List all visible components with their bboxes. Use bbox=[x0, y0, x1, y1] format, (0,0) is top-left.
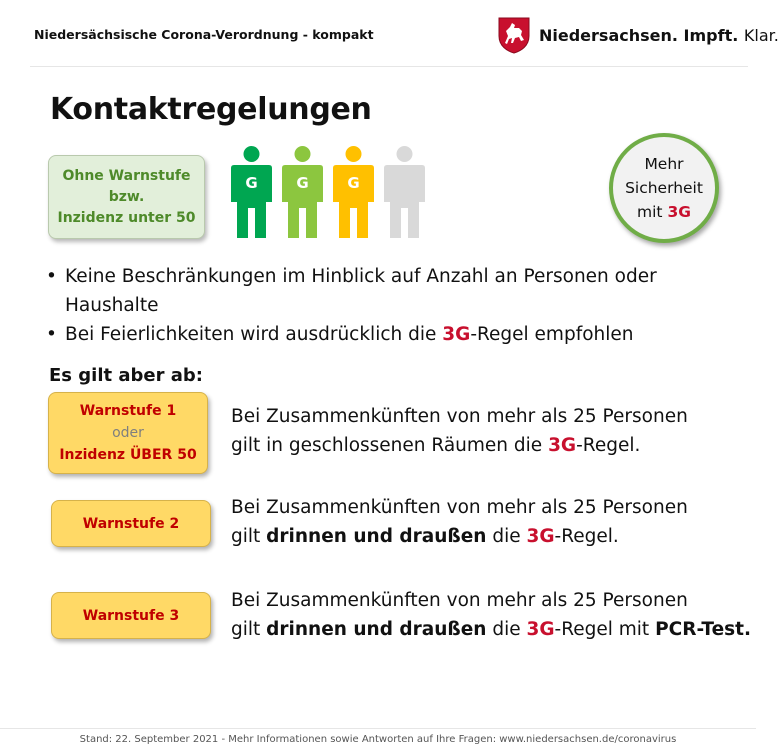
circle-line1: Mehr bbox=[644, 155, 684, 173]
rule2-bold: drinnen und draußen bbox=[266, 526, 487, 547]
bullet-list bbox=[46, 262, 746, 349]
rule3-bold2: PCR-Test. bbox=[655, 619, 752, 640]
rule3-bold: drinnen und draußen bbox=[266, 619, 487, 640]
stage1-line1: Warnstufe 1 bbox=[79, 403, 177, 419]
brand-thin: Klar. bbox=[743, 25, 779, 45]
footer-text: Stand: 22. September 2021 - Mehr Informationen sowie Antworten auf Ihre Fragen: www.niedersachsen.de/coronavirus bbox=[79, 734, 677, 745]
rule2-line1: Bei Zusammenkünften von mehr als 25 Personen bbox=[231, 497, 688, 518]
person-figures bbox=[228, 146, 428, 238]
rule-level-2 bbox=[231, 493, 688, 551]
rule3-prefix: gilt bbox=[231, 619, 267, 640]
person-icon bbox=[279, 146, 326, 238]
warning-level-1-box bbox=[48, 392, 208, 474]
bullet-item bbox=[46, 320, 746, 349]
rule-level-3 bbox=[231, 586, 751, 644]
stage1-line2: Inzidenz ÜBER 50 bbox=[59, 447, 197, 463]
figure-letter: G bbox=[296, 174, 309, 192]
header-title: Niedersächsische Corona-Verordnung - kompakt bbox=[34, 27, 374, 42]
footer-divider bbox=[0, 728, 756, 729]
no-warning-level-box bbox=[48, 155, 205, 239]
circle-line3 bbox=[637, 200, 691, 224]
rule2-mid: die bbox=[486, 526, 527, 547]
page-title: Kontaktregelungen bbox=[50, 92, 372, 127]
warning-level-3-box bbox=[51, 592, 211, 639]
niedersachsen-horse-crest-icon bbox=[497, 16, 531, 54]
person-icon bbox=[228, 146, 275, 238]
person-icon-grey bbox=[381, 146, 428, 238]
bullet-item bbox=[46, 262, 746, 320]
person-icon bbox=[330, 146, 377, 238]
person-icon-yellow bbox=[330, 146, 377, 238]
rule2-prefix: gilt bbox=[231, 526, 267, 547]
circle-3g-highlight: 3G bbox=[667, 203, 691, 221]
rule-level-1 bbox=[231, 402, 688, 460]
circle-line3-prefix: mit bbox=[637, 203, 668, 221]
stage3-label: Warnstufe 3 bbox=[82, 607, 180, 624]
brand-text bbox=[539, 26, 779, 45]
header-divider bbox=[30, 66, 748, 67]
no-warning-line2: bzw. bbox=[108, 188, 145, 205]
rule1-prefix: gilt in geschlossenen Räumen die bbox=[231, 435, 549, 456]
circle-line2: Sicherheit bbox=[625, 179, 703, 197]
stage2-label: Warnstufe 2 bbox=[82, 515, 180, 532]
bullet-text bbox=[65, 320, 634, 349]
rule3-mid: die bbox=[486, 619, 527, 640]
rule3-suffix: -Regel mit bbox=[554, 619, 656, 640]
rule2-suffix: -Regel. bbox=[554, 526, 619, 547]
bullet-prefix: Bei Feierlichkeiten wird ausdrücklich die bbox=[65, 324, 443, 345]
more-safety-circle bbox=[609, 133, 719, 243]
bullet-suffix: -Regel empfohlen bbox=[470, 324, 634, 345]
rule1-line2 bbox=[231, 431, 688, 460]
no-warning-line1: Ohne Warnstufe bbox=[62, 167, 191, 184]
warning-level-2-box bbox=[51, 500, 211, 547]
rule1-line1: Bei Zusammenkünften von mehr als 25 Personen bbox=[231, 406, 688, 427]
figure-letter: G bbox=[347, 174, 360, 192]
bullet-text: Keine Beschränkungen im Hinblick auf Anzahl an Personen oder Haushalte bbox=[65, 266, 657, 316]
no-warning-line3: Inzidenz unter 50 bbox=[57, 209, 196, 226]
rule1-suffix: -Regel. bbox=[576, 435, 641, 456]
rule3-line2 bbox=[231, 615, 751, 644]
bullet-dot: • bbox=[46, 324, 57, 345]
rule2-line2 bbox=[231, 522, 688, 551]
subheading: Es gilt aber ab: bbox=[49, 365, 203, 386]
person-icon-lightgreen bbox=[279, 146, 326, 238]
person-icon bbox=[381, 146, 428, 238]
rule2-3g-highlight: 3G bbox=[526, 526, 555, 547]
rule3-3g-highlight: 3G bbox=[526, 619, 555, 640]
brand-main: Niedersachsen. Impft. bbox=[539, 25, 739, 45]
bullet-3g-highlight: 3G bbox=[442, 324, 471, 345]
rule3-line1: Bei Zusammenkünften von mehr als 25 Personen bbox=[231, 590, 688, 611]
bullet-dot: • bbox=[46, 266, 57, 287]
person-icon-green bbox=[228, 146, 275, 238]
brand bbox=[497, 16, 779, 54]
stage1-or: oder bbox=[112, 425, 144, 441]
figure-letter: G bbox=[245, 174, 258, 192]
rule1-3g-highlight: 3G bbox=[548, 435, 577, 456]
